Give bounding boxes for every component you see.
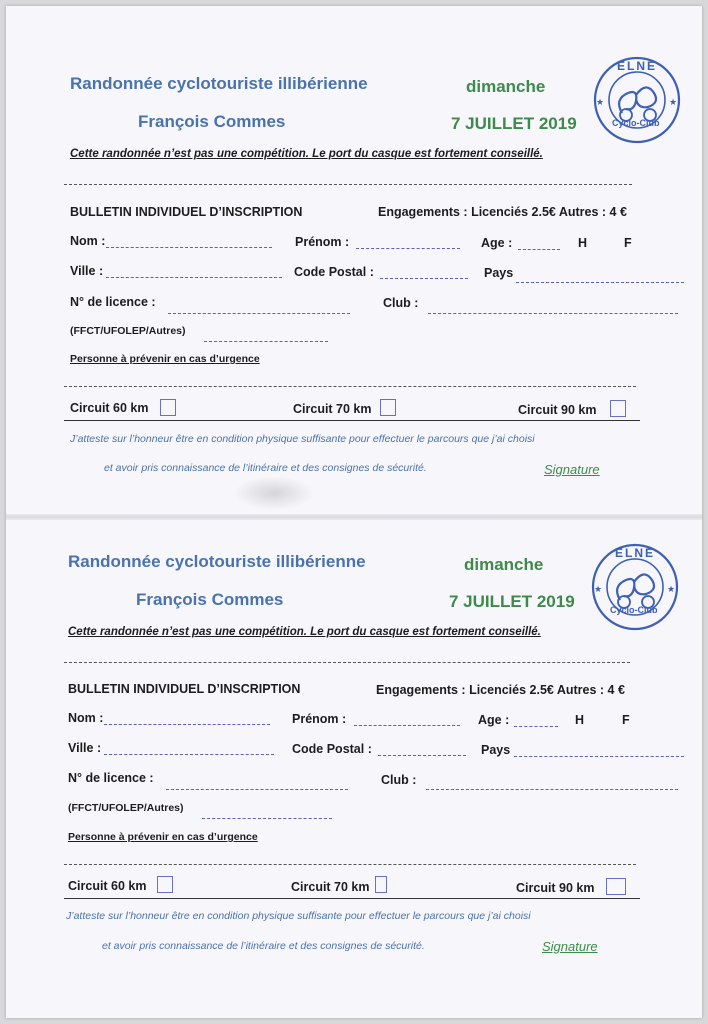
- licence-label: N° de licence :: [68, 771, 154, 785]
- nom-label: Nom :: [70, 234, 106, 248]
- svg-text:★: ★: [594, 585, 603, 595]
- federation-field[interactable]: [202, 818, 332, 819]
- bulletin-title: BULLETIN INDIVIDUEL D’INSCRIPTION: [68, 682, 301, 696]
- logo-bottom-text: Cyclo-Club: [610, 605, 658, 615]
- emergency-contact-label: Personne à prévenir en cas d’urgence: [70, 353, 260, 365]
- age-field[interactable]: [514, 726, 558, 727]
- signature-label: Signature: [542, 939, 598, 954]
- circuit-60-checkbox[interactable]: [160, 399, 176, 416]
- event-date: 7 JUILLET 2019: [451, 114, 577, 133]
- pays-field[interactable]: [514, 756, 684, 757]
- attestation-line-2: et avoir pris connaissance de l’itinéraire et des consignes de sécurité.: [104, 462, 427, 474]
- attestation-line-1: J’atteste sur l’honneur être en condition physique suffisante pour effectuer le parcours que j’ai choisi: [66, 910, 531, 922]
- fees-text: Engagements : Licenciés 2.5€ Autres : 4 €: [376, 683, 625, 697]
- emergency-contact-field[interactable]: [64, 864, 636, 865]
- federation-field[interactable]: [204, 341, 328, 342]
- ville-field[interactable]: [104, 754, 274, 755]
- code-postal-field[interactable]: [380, 278, 468, 279]
- circuit-70-label: Circuit 70 km: [291, 880, 370, 894]
- fees-text: Engagements : Licenciés 2.5€ Autres : 4 €: [378, 205, 627, 219]
- prenom-label: Prénom :: [295, 235, 350, 249]
- circuit-70-label: Circuit 70 km: [293, 402, 372, 416]
- circuit-rule: [64, 898, 640, 899]
- club-field[interactable]: [426, 789, 678, 790]
- separator-dashed: [64, 184, 632, 185]
- circuit-90-checkbox[interactable]: [610, 400, 626, 417]
- circuit-rule: [64, 420, 640, 421]
- prenom-label: Prénom :: [292, 712, 347, 726]
- organizer-name: François Commes: [136, 590, 284, 609]
- emergency-contact-field[interactable]: [64, 386, 636, 387]
- club-label: Club :: [383, 296, 419, 310]
- separator-dashed: [64, 662, 630, 663]
- event-title: Randonnée cyclotouriste illibérienne: [70, 74, 368, 93]
- nom-label: Nom :: [68, 711, 104, 725]
- circuit-70-checkbox[interactable]: [380, 399, 396, 416]
- federation-label: (FFCT/UFOLEP/Autres): [68, 802, 184, 814]
- svg-text:★: ★: [669, 98, 678, 108]
- event-day: dimanche: [466, 77, 546, 96]
- logo-top-text: ELNE: [617, 59, 658, 73]
- pays-field[interactable]: [516, 282, 684, 283]
- gender-h-option[interactable]: H: [575, 713, 585, 727]
- licence-label: N° de licence :: [70, 295, 156, 309]
- prenom-field[interactable]: [354, 725, 460, 726]
- club-label: Club :: [381, 773, 417, 787]
- gender-f-option[interactable]: F: [624, 236, 632, 250]
- safety-notice: Cette randonnée n’est pas une compétition. Le port du casque est fortement conseillé.: [70, 148, 543, 160]
- prenom-field[interactable]: [356, 248, 460, 249]
- registration-form-2: [0, 478, 708, 978]
- event-day: dimanche: [464, 555, 544, 574]
- code-postal-label: Code Postal :: [292, 742, 372, 756]
- circuit-90-label: Circuit 90 km: [518, 403, 597, 417]
- club-field[interactable]: [428, 313, 678, 314]
- circuit-60-label: Circuit 60 km: [68, 879, 147, 893]
- pays-label: Pays: [481, 743, 511, 757]
- logo-bottom-text: Cyclo-Club: [612, 118, 660, 128]
- event-date: 7 JUILLET 2019: [449, 592, 575, 611]
- logo-top-text: ELNE: [615, 546, 656, 560]
- circuit-90-checkbox[interactable]: [606, 878, 626, 895]
- circuit-70-checkbox[interactable]: [375, 876, 387, 893]
- circuit-60-checkbox[interactable]: [157, 876, 173, 893]
- gender-h-option[interactable]: H: [578, 236, 588, 250]
- registration-form-1: [0, 0, 708, 500]
- attestation-line-2: et avoir pris connaissance de l’itinéraire et des consignes de sécurité.: [102, 940, 425, 952]
- licence-field[interactable]: [168, 313, 350, 314]
- age-field[interactable]: [518, 249, 560, 250]
- bulletin-title: BULLETIN INDIVIDUEL D’INSCRIPTION: [70, 205, 303, 219]
- circuit-90-label: Circuit 90 km: [516, 881, 595, 895]
- circuit-60-label: Circuit 60 km: [70, 401, 149, 415]
- code-postal-label: Code Postal :: [294, 265, 374, 279]
- licence-field[interactable]: [166, 789, 348, 790]
- ville-field[interactable]: [106, 277, 282, 278]
- attestation-line-1: J’atteste sur l’honneur être en condition physique suffisante pour effectuer le parcours que j’ai choisi: [70, 433, 535, 445]
- organizer-name: François Commes: [138, 112, 286, 131]
- code-postal-field[interactable]: [378, 755, 466, 756]
- nom-field[interactable]: [106, 247, 272, 248]
- svg-text:★: ★: [667, 585, 676, 595]
- age-label: Age :: [481, 236, 513, 250]
- nom-field[interactable]: [104, 724, 270, 725]
- event-title: Randonnée cyclotouriste illibérienne: [68, 552, 366, 571]
- federation-label: (FFCT/UFOLEP/Autres): [70, 325, 186, 337]
- emergency-contact-label: Personne à prévenir en cas d’urgence: [68, 831, 258, 843]
- ville-label: Ville :: [68, 741, 102, 755]
- pays-label: Pays: [484, 266, 514, 280]
- svg-text:★: ★: [596, 98, 605, 108]
- gender-f-option[interactable]: F: [622, 713, 630, 727]
- signature-label: Signature: [544, 462, 600, 477]
- safety-notice: Cette randonnée n’est pas une compétition. Le port du casque est fortement conseillé.: [68, 626, 541, 638]
- ville-label: Ville :: [70, 264, 104, 278]
- age-label: Age :: [478, 713, 510, 727]
